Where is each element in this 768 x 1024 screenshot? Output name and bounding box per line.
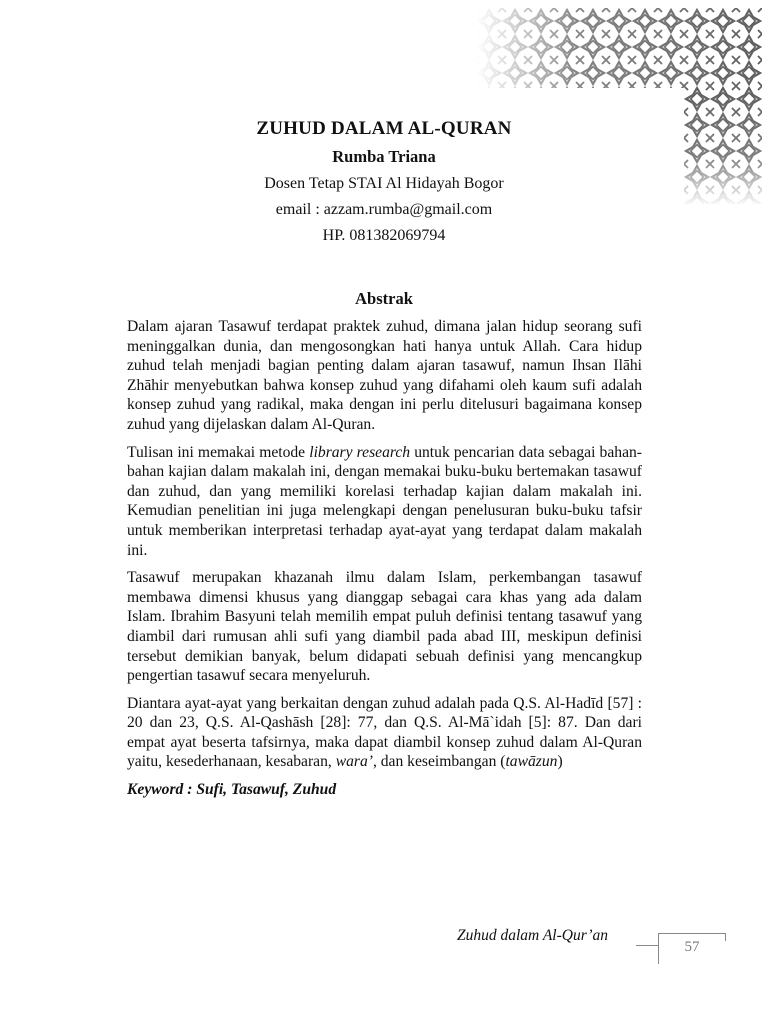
page-number-box xyxy=(658,933,725,964)
running-title: Zuhud dalam Al-Qur’an xyxy=(457,927,608,944)
author-phone: HP. 081382069794 xyxy=(322,227,446,244)
p2-italic-term: library research xyxy=(309,443,411,461)
abstract-paragraph-2 xyxy=(127,443,642,561)
keyword-separator: : xyxy=(183,781,197,799)
abstract-paragraph-3: Tasawuf merupakan khazanah ilmu dalam Islam, perkembangan tasawuf membawa dimensi khusus yang dianggap sebagai cara khas yang ada dalam Islam. Ibrahim Basyuni telah memilih empat puluh definisi tentang tasawuf yang diambil dari rumusan ahli sufi yang diambil pada abad III, meskipun definisi tersebut demikian banyak, belum didapati sebuah definisi yang mencangkup pengertian tasawuf secara menyeluruh. xyxy=(127,569,642,685)
paper-header xyxy=(0,118,768,253)
footer-rule xyxy=(636,945,658,946)
keyword-label: Keyword xyxy=(127,781,184,799)
abstract-paragraph-4 xyxy=(127,694,642,772)
paper-title: ZUHUD DALAM AL-QURAN xyxy=(256,118,512,139)
p2-text-start: Tulisan ini memakai metode xyxy=(127,443,310,461)
abstract-heading: Abstrak xyxy=(355,289,413,308)
p4-text-end: ) xyxy=(557,753,563,771)
page-number: 57 xyxy=(684,939,700,955)
author-email: email : azzam.rumba@gmail.com xyxy=(275,201,493,218)
abstract-paragraph-1: Dalam ajaran Tasawuf terdapat praktek zuhud, dimana jalan hidup seorang sufi meninggalkan dunia, dan mengosongkan hati hanya untuk Allah. Cara hidup zuhud telah menjadi bagian penting dalam ajaran tasawuf, namun Ihsan Ilāhi Zhāhir menyebutkan bahwa konsep zuhud yang difahami oleh kaum sufi adalah konsep zuhud yang radikal, maka dengan ini perlu ditelusuri bagaimana konsep zuhud yang dijelaskan dalam Al-Quran. xyxy=(127,318,642,433)
p2-text-end: untuk pencarian data sebagai bahan-bahan kajian dalam makalah ini, dengan memakai buku-buku bertemakan tasawuf dan zuhud, dan yang memiliki korelasi terhadap kajian dalam makalah ini. Kemudian penelitian ini juga melengkapi dengan penelusuran buku-buku tafsir untuk memberikan interpretasi terhadap ayat-ayat yang terdapat dalam makalah ini. xyxy=(127,443,642,559)
abstract-body xyxy=(127,317,642,808)
p4-text-start: Diantara ayat-ayat yang berkaitan dengan zuhud adalah pada Q.S. Al-Hadīd [57] : 20 dan 23, Q.S. Al-Qashāsh [28]: 77, dan Q.S. Al-Mā`idah [5]: 87. Dan dari empat ayat beserta tafsirnya, maka dapat diambil konsep zuhud dalam Al-Quran yaitu, kesederhanaan, kesabaran, xyxy=(127,694,642,771)
author-affiliation: Dosen Tetap STAI Al Hidayah Bogor xyxy=(264,175,504,192)
p4-text-middle: , dan keseimbangan ( xyxy=(372,753,506,771)
keywords-line xyxy=(127,780,642,800)
p4-italic-wara: wara’ xyxy=(335,753,373,771)
p4-italic-tawazun: tawāzun xyxy=(505,753,558,771)
keyword-list: Sufi, Tasawuf, Zuhud xyxy=(196,781,337,799)
author-name: Rumba Triana xyxy=(332,147,436,166)
